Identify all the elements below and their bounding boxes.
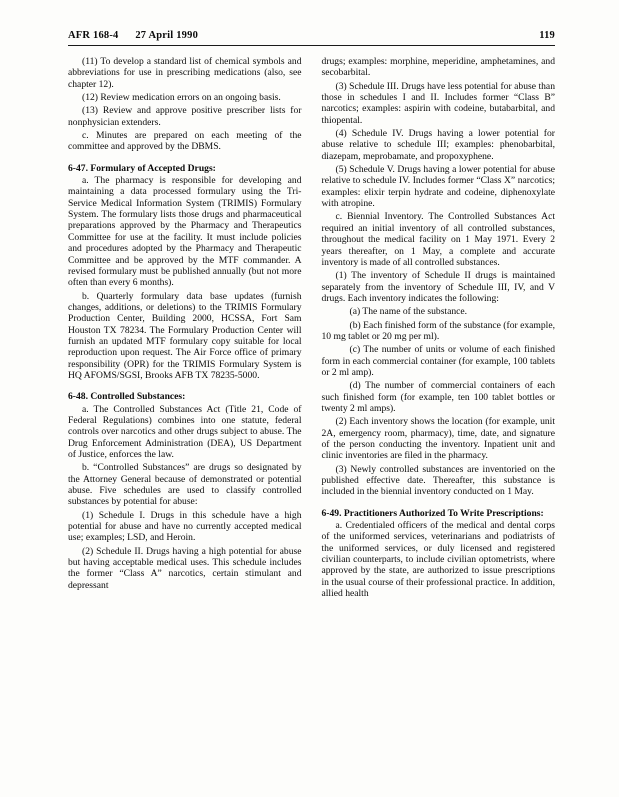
left-column — [68, 56, 302, 601]
page-header — [68, 30, 555, 41]
paragraph: (3) Schedule III. Drugs have less potential for abuse than those in schedules I and II. Includes former “Class B” narcotics; examples: aspirin with codeine, butabarbital, and thiopental. — [321, 80, 555, 126]
paragraph: (2) Schedule II. Drugs having a high potential for abuse but having acceptable medical uses. This schedule includes the former “Class A” narcotics, certain stimulant and depressant — [68, 545, 302, 591]
paragraph: drugs; examples: morphine, meperidine, amphetamines, and secobarbital. — [321, 56, 555, 79]
paragraph: (13) Review and approve positive prescriber lists for nonphysician extenders. — [68, 105, 302, 128]
right-column — [322, 56, 556, 601]
paragraph: a. The pharmacy is responsible for developing and maintaining a data processed formulary using the Tri-Service Medical Information System (TRIMIS) Formulary System. The formulary lists those drugs and pharmaceutical preparations approved by the Pharmacy and Therapeutics Committee for use at the facility. It must include policies and procedures adopted by the Pharmacy and Therapeutic Committee and be approved by the MTF commander. A revised formulary must be published annually (but not more often than every 6 months). — [68, 175, 302, 289]
doc-id: AFR 168-4 — [68, 30, 119, 41]
paragraph: (5) Schedule V. Drugs having a lower potential for abuse relative to schedule IV. Includes former “Class X” narcotics; examples: elixir terpin hydrate and codeine, diphenoxylate with atropine. — [321, 164, 555, 210]
header-left-group — [68, 30, 198, 41]
paragraph: a. The Controlled Substances Act (Title 21, Code of Federal Regulations) combines into one statute, federal controls over narcotics and other drugs subject to abuse. The Drug Enforcement Administration (DEA), US Department of Justice, enforces the law. — [68, 403, 302, 460]
section-heading: 6-48. Controlled Substances: — [68, 391, 186, 403]
paragraph: (4) Schedule IV. Drugs having a lower potential for abuse relative to schedule III; examples: phenobarbital, diazepam, meprobamate, and propoxyphene. — [321, 128, 555, 162]
paragraph: (d) The number of commercial containers of each such finished form (for example, ten 100 tablet bottles or twenty 2 ml amps). — [321, 380, 555, 414]
paragraph: (12) Review medication errors on an ongoing basis. — [82, 92, 281, 104]
section-heading: 6-47. Formulary of Accepted Drugs: — [68, 162, 216, 174]
page-number: 119 — [539, 30, 555, 41]
doc-date: 27 April 1990 — [135, 30, 199, 41]
paragraph: b. Quarterly formulary data base updates (furnish changes, additions, or deletions) to the TRIMIS Formulary Production Center, Building 2000, HCSSA, Fort Sam Houston TX 78234. The Formulary Production Center will furnish an updated MTF formulary copy suitable for local reproduction upon request. The Air Force office of primary responsibility (OPR) for the TRIMIS Formulary System is HQ AFOMS/SGSI, Brooks AFB TX 78235-5000. — [68, 290, 302, 381]
section-heading: 6-49. Practitioners Authorized To Write Prescriptions: — [321, 507, 544, 519]
paragraph: (1) The inventory of Schedule II drugs is maintained separately from the inventory of Schedule III, IV, and V drugs. Each inventory indicates the following: — [321, 270, 555, 304]
paragraph: c. Biennial Inventory. The Controlled Substances Act required an initial inventory of all controlled substances, throughout the medical facility on 1 May 1971. Every 2 years thereafter, on 1 May, a complete and accurate inventory is made of all controlled substances. — [321, 211, 555, 268]
paragraph: (a) The name of the substance. — [349, 306, 468, 318]
paragraph: (b) Each finished form of the substance (for example, 10 mg tablet or 20 mg per ml). — [321, 319, 555, 342]
paragraph: a. Credentialed officers of the medical and dental corps of the uniformed services, veterinarians and podiatrists of the uniformed services, or duly licensed and registered civilian counterparts, to include civilian optometrists, where approved by the state, are authorized to issue prescriptions in the usual course of their professional practice. In addition, allied health — [321, 520, 555, 600]
text-columns — [68, 56, 555, 601]
paragraph: (3) Newly controlled substances are inventoried on the published effective date. Thereafter, this substance is included in the biennial inventory conducted on 1 May. — [321, 463, 555, 498]
paragraph: b. “Controlled Substances” are drugs so designated by the Attorney General because of demonstrated or potential abuse. Five schedules are used to classify controlled substances by potential for abuse: — [68, 462, 302, 508]
header-rule — [68, 45, 555, 46]
paragraph: (11) To develop a standard list of chemical symbols and abbreviations for use in prescribing medications (also, see chapter 12). — [68, 56, 302, 90]
paragraph: (1) Schedule I. Drugs in this schedule have a high potential for abuse and have no currently accepted medical use; examples; LSD, and Heroin. — [68, 509, 302, 544]
paragraph: (c) The number of units or volume of each finished form in each commercial container (for example, 100 tablets or 2 ml amp). — [321, 344, 555, 378]
paragraph: c. Minutes are prepared on each meeting of the committee and approved by the DBMS. — [68, 130, 302, 153]
paragraph: (2) Each inventory shows the location (for example, unit 2A, emergency room, pharmacy), time, date, and signature of the person conducting the inventory. Inpatient unit and clinic inventories are filed in the pharmacy. — [321, 416, 555, 462]
